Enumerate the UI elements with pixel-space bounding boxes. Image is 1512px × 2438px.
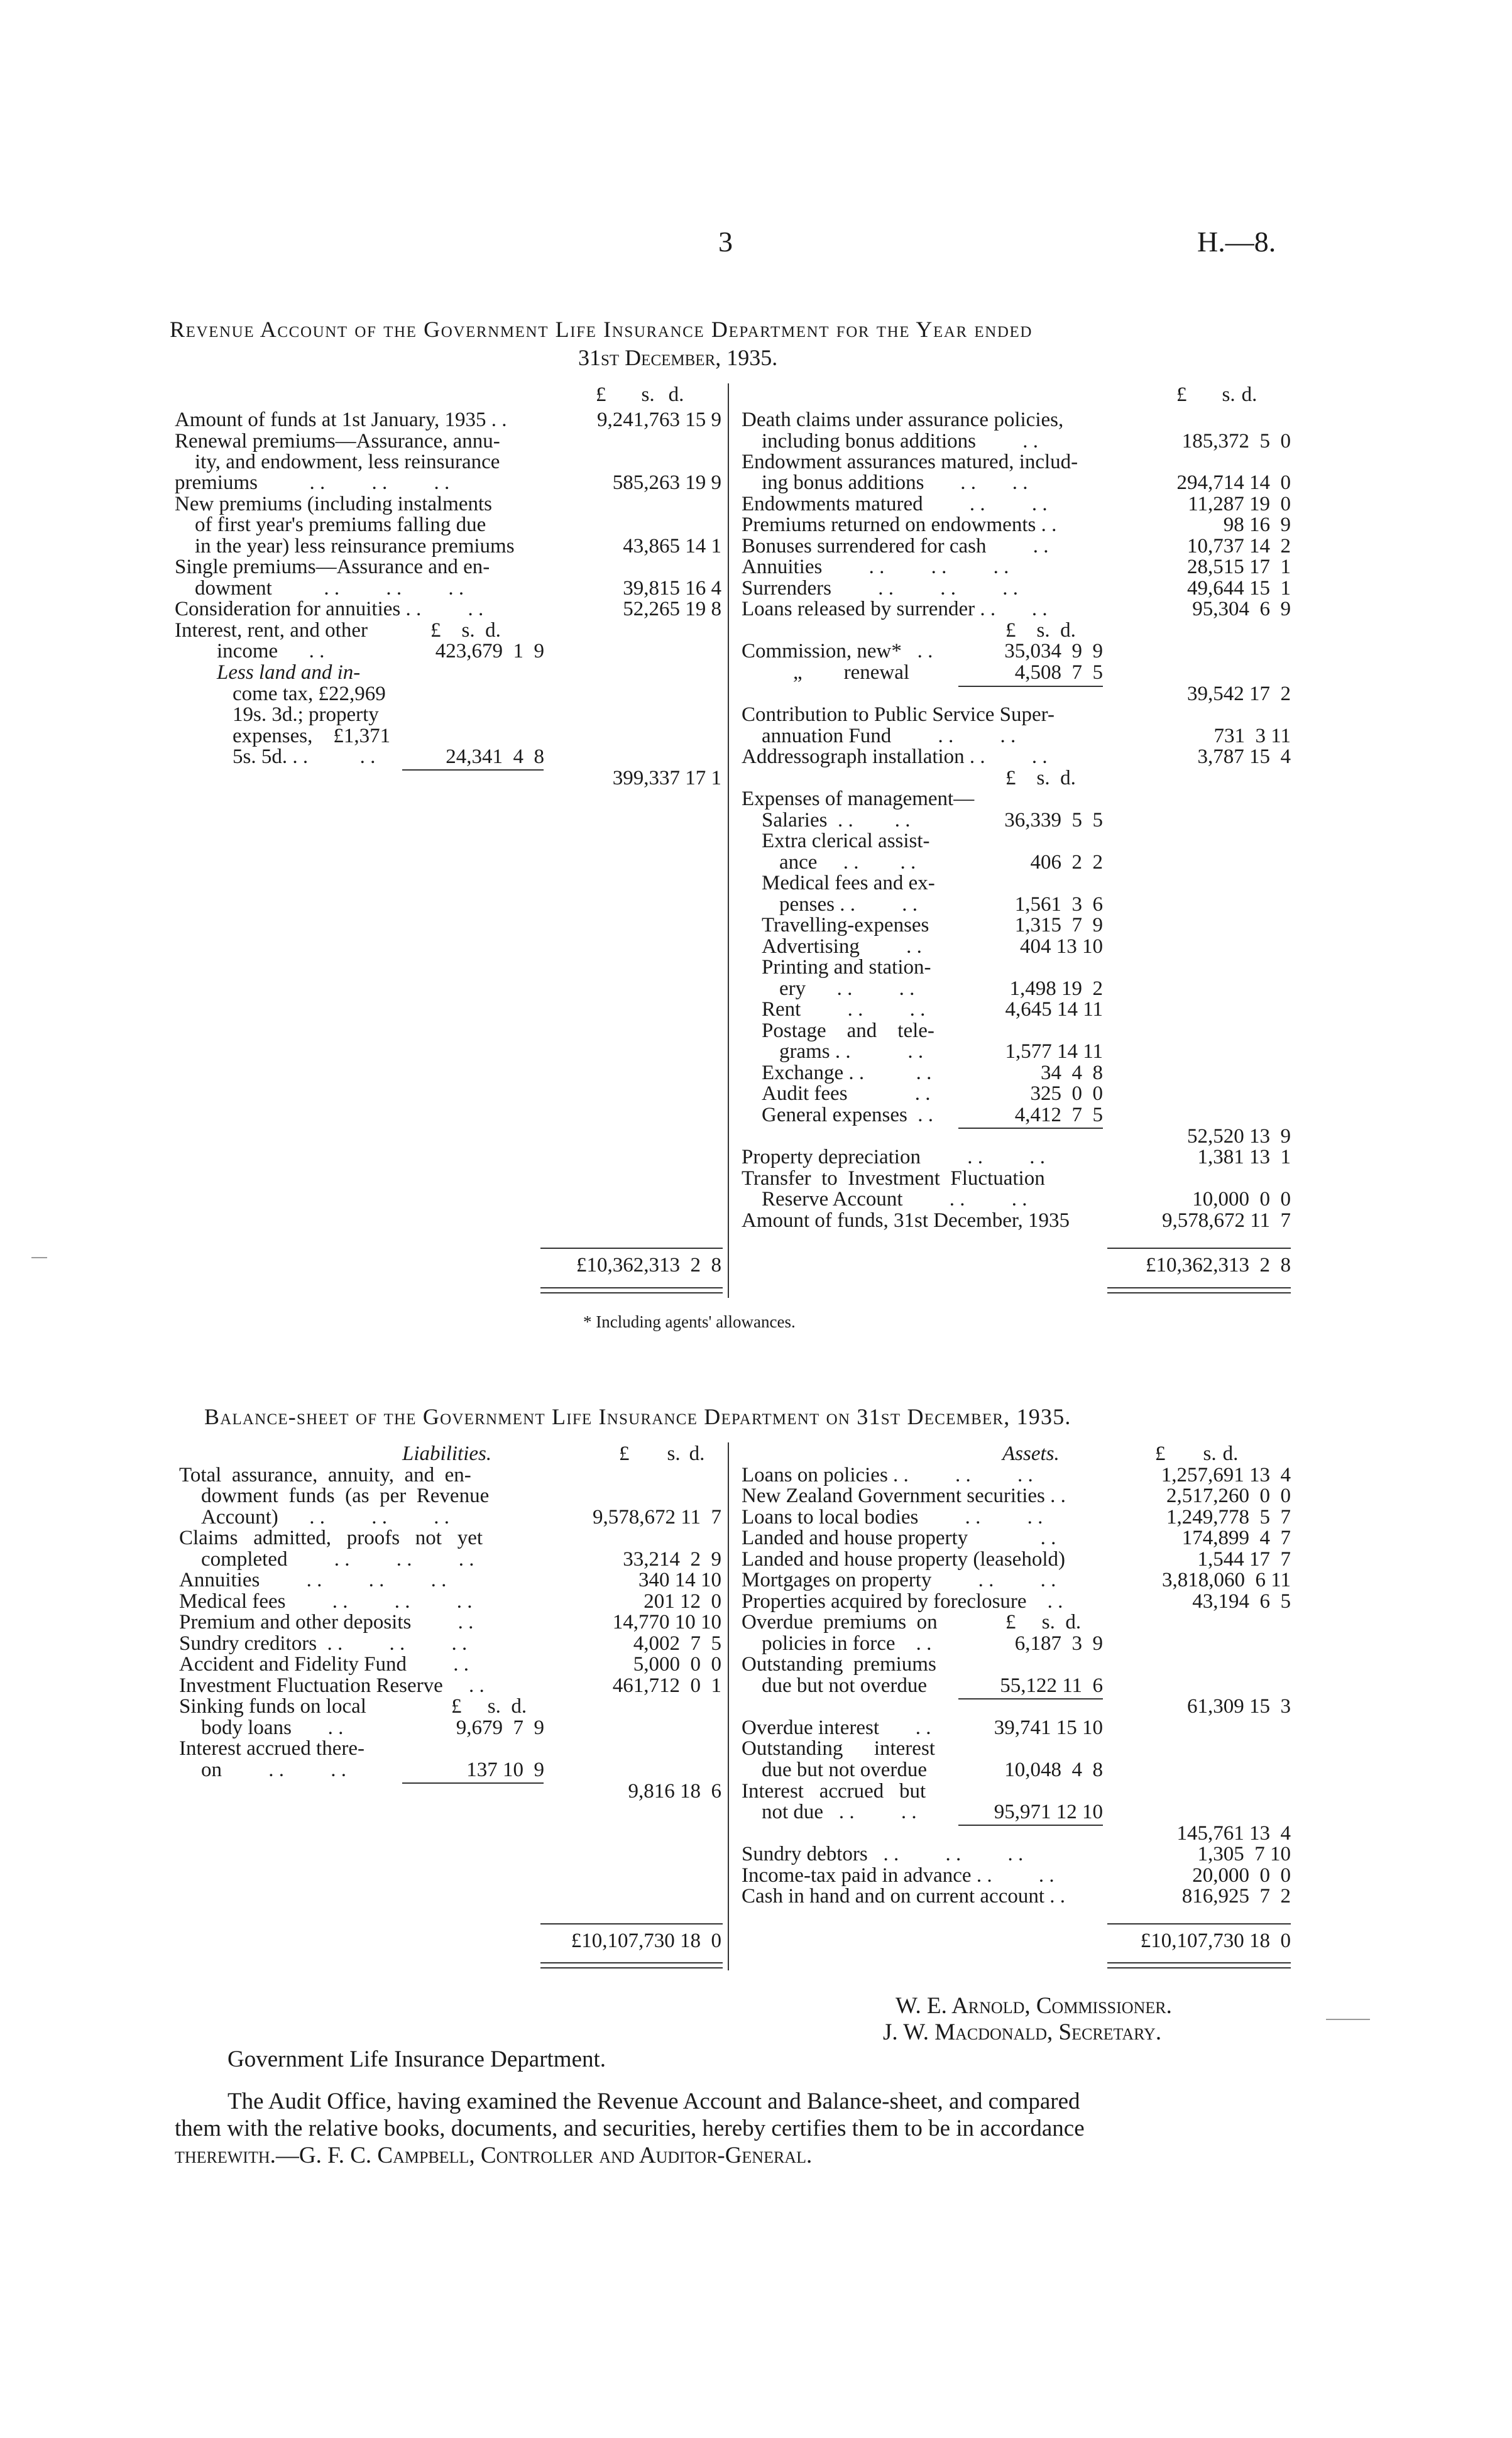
death-claims-amount: 185,372 5 0 — [1181, 430, 1291, 453]
newprem-amount: 43,865 14 1 — [623, 535, 721, 557]
right-total-double-rule — [1107, 1287, 1291, 1293]
asset-row-label: Loans to local bodies . . . . — [742, 1506, 1043, 1529]
sinking-subhead: £ s. d. — [451, 1695, 527, 1718]
liability-row-label: Annuities . . . . . . — [179, 1569, 447, 1591]
expenditure-row-label: Premiums returned on endowments . . — [742, 513, 1057, 536]
endow-assur-label-2: ing bonus additions . . . . — [762, 471, 1028, 494]
signature-secretary: J. W. Macdonald, Secretary. — [883, 2019, 1162, 2045]
overdue-prem-amount: 6,187 3 9 — [1014, 1632, 1103, 1655]
expense-label: Extra clerical assist- — [762, 830, 930, 852]
left-total-rule-top — [540, 1248, 723, 1249]
expenditure-row-label: Bonuses surrendered for cash . . — [742, 535, 1049, 557]
claims-label-1: Claims admitted, proofs not yet — [179, 1527, 483, 1549]
expense-amount: 36,339 5 5 — [1004, 809, 1103, 832]
liability-row-amount: 4,002 7 5 — [633, 1632, 721, 1655]
assets-heading: Assets. — [1002, 1442, 1060, 1465]
overdue-prem-label-1: Overdue premiums on — [742, 1611, 938, 1634]
total-assurance-label-1: Total assurance, annuity, and en- — [179, 1464, 471, 1486]
expenditure-row-amount: 11,287 19 0 — [1188, 493, 1291, 515]
interest-net-amount: 399,337 17 1 — [612, 767, 721, 789]
transfer-label-2: Reserve Account . . . . — [762, 1188, 1027, 1211]
expenditure-row-amount: 49,644 15 1 — [1187, 577, 1291, 600]
asset-tail-amount: 20,000 0 0 — [1192, 1864, 1291, 1887]
commission-renewal-amount: 4,508 7 5 — [1014, 661, 1103, 684]
overdue-interest-amount: 39,741 15 10 — [994, 1716, 1103, 1739]
currency-head-assets: £ s. d. — [1155, 1442, 1239, 1465]
balance-divider — [728, 1442, 729, 1970]
expense-label: penses . . . . — [779, 893, 918, 916]
accrued-amount: 95,971 12 10 — [994, 1801, 1103, 1823]
opening-funds-amount: 9,241,763 15 9 — [597, 409, 721, 431]
contribution-amount: 731 3 11 — [1213, 725, 1291, 747]
expense-amount: 4,645 14 11 — [1005, 998, 1103, 1021]
expenditure-row-label: Surrenders . . . . . . — [742, 577, 1018, 600]
expense-amount: 1,315 7 9 — [1014, 914, 1103, 936]
asset-row-amount: 1,544 17 7 — [1197, 1548, 1291, 1571]
asset-row-amount: 3,818,060 6 11 — [1161, 1569, 1291, 1591]
premiums-subtotal-rule — [958, 1698, 1103, 1699]
liability-row-label: Premium and other deposits . . — [179, 1611, 474, 1634]
asset-row-label: Landed and house property (leasehold) — [742, 1548, 1065, 1571]
less-label-1 — [217, 661, 360, 684]
sinking-label-2: body loans . . — [201, 1716, 344, 1739]
commission-new-amount: 35,034 9 9 — [1004, 640, 1103, 662]
expense-amount: 406 2 2 — [1030, 851, 1103, 874]
asset-row-amount: 1,249,778 5 7 — [1166, 1506, 1291, 1529]
single-amount: 39,815 16 4 — [623, 577, 721, 600]
liability-row-label: Medical fees . . . . . . — [179, 1590, 473, 1613]
outstanding-interest-label-2: due but not overdue — [762, 1759, 928, 1781]
expense-label: Advertising . . — [762, 935, 922, 958]
expense-label: Audit fees . . — [762, 1082, 931, 1105]
expense-label: General expenses . . — [762, 1104, 934, 1126]
signature-commissioner: W. E. Arnold, Commissioner. — [896, 1993, 1172, 2019]
newprem-label-1: New premiums (including instalments — [175, 493, 493, 515]
total-assurance-label-3: Account) . . . . . . — [201, 1506, 450, 1529]
expense-label: Postage and tele- — [762, 1019, 934, 1042]
audit-line-2: them with the relative books, documents, and securities, hereby certifies them to be in accordance — [175, 2116, 1085, 2141]
asset-tail-label: Sundry debtors . . . . . . — [742, 1843, 1024, 1865]
asset-row-label: Properties acquired by foreclosure . . — [742, 1590, 1063, 1613]
less-amount: 24,341 4 8 — [446, 745, 544, 768]
annuities-consideration-label: Consideration for annuities . . . . — [175, 598, 484, 620]
expense-amount: 4,412 7 5 — [1014, 1104, 1103, 1126]
outstanding-prem-amount: 55,122 11 6 — [1000, 1674, 1103, 1697]
expense-amount: 404 13 10 — [1020, 935, 1103, 958]
expense-amount: 1,561 3 6 — [1014, 893, 1103, 916]
liability-row-label: Sundry creditors . . . . . . — [179, 1632, 468, 1655]
interest-subhead: £ s. d. — [430, 619, 501, 642]
liability-row-amount: 14,770 10 10 — [612, 1611, 721, 1634]
interest-accrued-label-1: Interest accrued there- — [179, 1737, 364, 1760]
commission-renewal-label: „ renewal — [793, 661, 910, 684]
currency-head-left: £ s. d. — [596, 383, 684, 406]
transfer-label-1: Transfer to Investment Fluctuation — [742, 1167, 1045, 1190]
sinking-amount: 9,679 7 9 — [456, 1716, 544, 1739]
total-assurance-amount: 9,578,672 11 7 — [592, 1506, 721, 1529]
depreciation-amount: 1,381 13 1 — [1197, 1146, 1291, 1168]
endow-assur-amount: 294,714 14 0 — [1176, 471, 1291, 494]
asset-row-amount: 174,899 4 7 — [1181, 1527, 1291, 1549]
liability-row-amount: 340 14 10 — [638, 1569, 721, 1591]
premiums-subtotal: 61,309 15 3 — [1187, 1695, 1291, 1718]
sinking-label-1: Sinking funds on local — [179, 1695, 366, 1718]
revenue-divider — [728, 383, 729, 1298]
liab-total-rule-top — [540, 1923, 723, 1925]
less-label-5: 5s. 5d. . . . . — [233, 745, 376, 768]
closing-funds-amount: 9,578,672 11 7 — [1161, 1209, 1291, 1232]
closing-funds-label: Amount of funds, 31st December, 1935 — [742, 1209, 1070, 1232]
expense-label: Exchange . . . . — [762, 1062, 932, 1084]
transfer-amount: 10,000 0 0 — [1192, 1188, 1291, 1211]
expense-label: Salaries . . . . — [762, 809, 911, 832]
contribution-label-2: annuation Fund . . . . — [762, 725, 1016, 747]
assets-total-double-rule — [1107, 1962, 1291, 1969]
expenditure-row-label: Endowments matured . . . . — [742, 493, 1048, 515]
expenditure-row-label: Loans released by surrender . . . . — [742, 598, 1048, 620]
asset-tail-label: Cash in hand and on current account . . — [742, 1885, 1066, 1908]
newprem-label-2: of first year's premiums falling due — [195, 513, 486, 536]
death-claims-label-2: including bonus additions . . — [762, 430, 1038, 453]
revenue-left-total: £10,362,313 2 8 — [576, 1254, 721, 1277]
overdue-interest-label: Overdue interest . . — [742, 1716, 931, 1739]
interest-accrued-label-2: on . . . . — [201, 1759, 346, 1781]
expenses-subhead: £ s. d. — [1005, 767, 1076, 789]
document-reference: H.—8. — [1197, 226, 1276, 258]
asset-tail-label: Income-tax paid in advance . . . . — [742, 1864, 1055, 1887]
revenue-right-total: £10,362,313 2 8 — [1146, 1254, 1291, 1277]
revenue-title-line1: Revenue Account of the Government Life Insurance Department for the Year ended — [170, 317, 1033, 342]
scan-mark — [1326, 2019, 1370, 2020]
expenses-total: 52,520 13 9 — [1187, 1125, 1291, 1148]
liability-row-label: Investment Fluctuation Reserve . . — [179, 1674, 485, 1697]
single-label-2: dowment . . . . . . — [195, 577, 464, 600]
department-name: Government Life Insurance Department. — [227, 2046, 606, 2072]
currency-head-right: £ s. d. — [1176, 383, 1257, 406]
liability-row-label: Accident and Fidelity Fund . . — [179, 1653, 469, 1676]
asset-row-label: Landed and house property . . — [742, 1527, 1056, 1549]
overdue-prem-subhead: £ s. d. — [1005, 1611, 1082, 1634]
asset-row-amount: 1,257,691 13 4 — [1161, 1464, 1291, 1486]
liability-row-amount: 201 12 0 — [644, 1590, 721, 1613]
asset-row-amount: 43,194 6 5 — [1192, 1590, 1291, 1613]
less-label-2: come tax, £22,969 — [233, 683, 386, 705]
asset-tail-amount: 816,925 7 2 — [1181, 1885, 1291, 1908]
commission-rule — [958, 686, 1103, 687]
assets-total: £10,107,730 18 0 — [1140, 1930, 1291, 1952]
expenses-rule — [958, 1128, 1103, 1129]
right-total-rule-top — [1107, 1248, 1291, 1249]
interest-label-2: income . . — [217, 640, 325, 662]
audit-line-3: therewith.—G. F. C. Campbell, Controller and Auditor-General. — [175, 2143, 813, 2168]
currency-head-liab: £ s. d. — [619, 1442, 705, 1465]
liability-row-amount: 461,712 0 1 — [612, 1674, 721, 1697]
opening-funds-label: Amount of funds at 1st January, 1935 . . — [175, 409, 507, 431]
expense-label: grams . . . . — [779, 1040, 924, 1063]
expense-label: ance . . . . — [779, 851, 916, 874]
expense-amount: 1,498 19 2 — [1009, 977, 1103, 1000]
asset-tail-amount: 1,305 7 10 — [1197, 1843, 1291, 1865]
interest-subtotal: 145,761 13 4 — [1176, 1822, 1291, 1845]
interest-income-amount: 423,679 1 9 — [435, 640, 544, 662]
expense-label: Printing and station- — [762, 956, 931, 979]
footnote: * Including agents' allowances. — [583, 1312, 796, 1331]
annuities-consideration-amount: 52,265 19 8 — [623, 598, 721, 620]
expense-amount: 1,577 14 11 — [1005, 1040, 1103, 1063]
asset-row-label: Mortgages on property . . . . — [742, 1569, 1056, 1591]
liabilities-heading: Liabilities. — [402, 1442, 492, 1465]
liab-total-double-rule — [540, 1962, 723, 1969]
renewal-label-3: premiums . . . . . . — [175, 471, 450, 494]
expense-amount: 325 0 0 — [1030, 1082, 1103, 1105]
single-label-1: Single premiums—Assurance and en- — [175, 556, 490, 578]
claims-label-2: completed . . . . . . — [201, 1548, 474, 1571]
outstanding-prem-label-2: due but not overdue — [762, 1674, 928, 1697]
expenses-heading: Expenses of management— — [742, 788, 975, 810]
interest-subtotal-rule — [958, 1825, 1103, 1826]
sinking-subtotal-rule — [402, 1782, 544, 1784]
expense-amount: 34 4 8 — [1041, 1062, 1103, 1084]
renewal-amount: 585,263 19 9 — [612, 471, 721, 494]
audit-line-1: The Audit Office, having examined the Revenue Account and Balance-sheet, and compared — [227, 2089, 1080, 2114]
addressograph-label: Addressograph installation . . . . — [742, 745, 1048, 768]
outstanding-interest-label-1: Outstanding interest — [742, 1737, 935, 1760]
expense-label: Travelling-expenses — [762, 914, 929, 936]
expense-label: Rent . . . . — [762, 998, 926, 1021]
left-total-double-rule — [540, 1287, 723, 1293]
overdue-prem-label-2: policies in force . . — [762, 1632, 932, 1655]
less-label-3: 19s. 3d.; property — [233, 703, 379, 726]
renewal-label-2: ity, and endowment, less reinsurance — [195, 451, 500, 473]
outstanding-prem-label-1: Outstanding premiums — [742, 1653, 936, 1676]
asset-row-label: New Zealand Government securities . . — [742, 1485, 1066, 1507]
accrued-label-1: Interest accrued but — [742, 1780, 926, 1803]
page-number: 3 — [718, 226, 733, 258]
expenditure-row-label: Annuities . . . . . . — [742, 556, 1009, 578]
renewal-label-1: Renewal premiums—Assurance, annu- — [175, 430, 500, 453]
sinking-total: 9,816 18 6 — [628, 1780, 721, 1803]
asset-row-label: Loans on policies . . . . . . — [742, 1464, 1033, 1486]
commission-new-label: Commission, new* . . — [742, 640, 933, 662]
contribution-label-1: Contribution to Public Service Super- — [742, 703, 1055, 726]
expense-label: ery . . . . — [779, 977, 915, 1000]
scan-mark — [31, 1257, 47, 1258]
outstanding-interest-amount: 10,048 4 8 — [1004, 1759, 1103, 1781]
liability-row-amount: 5,000 0 0 — [633, 1653, 721, 1676]
assets-total-rule-top — [1107, 1923, 1291, 1925]
liabilities-total: £10,107,730 18 0 — [571, 1930, 721, 1952]
total-assurance-label-2: dowment funds (as per Revenue — [201, 1485, 490, 1507]
claims-amount: 33,214 2 9 — [623, 1548, 721, 1571]
expense-label: Medical fees and ex- — [762, 872, 935, 894]
revenue-title-line2: 31st December, 1935. — [578, 345, 778, 370]
endow-assur-label-1: Endowment assurances matured, includ- — [742, 451, 1078, 473]
less-text: Less land and in- — [217, 661, 361, 684]
balance-title: Balance-sheet of the Government Life Insurance Department on 31st December, 1935. — [204, 1404, 1071, 1429]
addressograph-amount: 3,787 15 4 — [1197, 745, 1291, 768]
depreciation-label: Property depreciation . . . . — [742, 1146, 1045, 1168]
commission-subhead: £ s. d. — [1005, 619, 1076, 642]
expenditure-row-amount: 95,304 6 9 — [1192, 598, 1291, 620]
interest-accrued-amount: 137 10 9 — [466, 1759, 544, 1781]
expenditure-row-amount: 10,737 14 2 — [1187, 535, 1291, 557]
expenditure-row-amount: 98 16 9 — [1223, 513, 1291, 536]
accrued-label-2: not due . . . . — [762, 1801, 917, 1823]
death-claims-label-1: Death claims under assurance policies, — [742, 409, 1064, 431]
asset-row-amount: 2,517,260 0 0 — [1166, 1485, 1291, 1507]
expenditure-row-amount: 28,515 17 1 — [1187, 556, 1291, 578]
less-label-4: expenses, £1,371 — [233, 725, 391, 747]
newprem-label-3: in the year) less reinsurance premiums — [195, 535, 515, 557]
interest-label-1: Interest, rent, and other — [175, 619, 368, 642]
commission-total: 39,542 17 2 — [1187, 683, 1291, 705]
less-subtotal-rule — [402, 769, 544, 771]
